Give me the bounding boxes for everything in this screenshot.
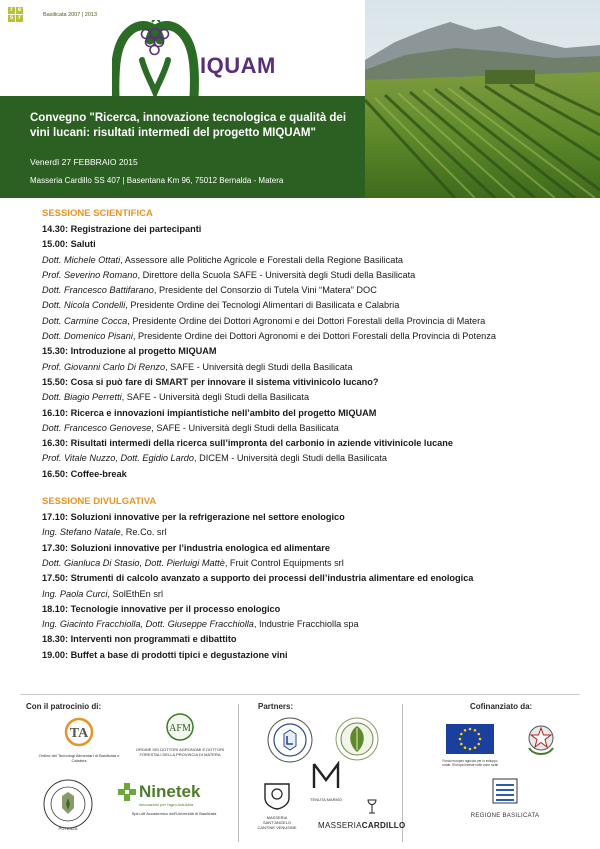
- patronage-label: Con il patrocinio di:: [26, 702, 102, 711]
- rsr-logo-mark: [8, 7, 39, 22]
- speaker-names: Ing. Paola Curci: [42, 588, 108, 599]
- header: [0, 0, 600, 198]
- speaker-line: [42, 268, 562, 283]
- sma-caption: MASSERIA SANT'ANGELO CANTINE VENUSINE: [257, 815, 297, 830]
- university-seal-icon: [266, 716, 314, 764]
- schedule-item: [42, 541, 562, 556]
- schedule-time-title: 17.50: Strumenti di calcolo avanzato a supporto dei processi dell’industria alimentare ed enologica: [42, 573, 474, 584]
- ta-logo-letters: TA: [69, 726, 89, 741]
- ninetek-logo: [118, 782, 230, 816]
- speaker-line: [42, 390, 562, 405]
- event-location: Masseria Cardillo SS 407 | Basentana Km 96, 75012 Bernalda - Matera: [30, 176, 284, 185]
- schedule-item: [42, 406, 562, 421]
- rsr-letter: e: [17, 7, 22, 13]
- schedule-time-title: 18.10: Tecnologie innovative per il processo enologico: [42, 603, 281, 614]
- speaker-line: [42, 451, 562, 466]
- speaker-line: [42, 253, 562, 268]
- vineyard-photo: [365, 0, 600, 198]
- ordine-potenza-seal: [40, 778, 96, 831]
- schedule-time-title: 18.30: Interventi non programmati e dibattito: [42, 634, 237, 645]
- scientific-session-title: SESSIONE SCIENTIFICA: [42, 208, 153, 219]
- ninetek-name: Ninetek: [139, 782, 201, 801]
- speaker-names: Ing. Stefano Natale: [42, 527, 121, 538]
- crest-icon: [255, 780, 299, 810]
- leaf-icon: [334, 716, 380, 762]
- schedule-time-title: 19.00: Buffet a base di prodotti tipici e degustazione vini: [42, 649, 288, 660]
- schedule-item: [42, 436, 562, 451]
- speaker-affiliation: , Presidente Ordine dei Dottori Agronomi e dei Dottori Forestali della Provincia di Potenza: [132, 331, 496, 342]
- speaker-names: Prof. Giovanni Carlo Di Renzo: [42, 361, 166, 372]
- eu-caption: Fondo europeo agricolo per lo sviluppo rurale: l'Europa investe nelle zone rurali: [442, 759, 498, 767]
- ta-logo-icon: [34, 716, 124, 748]
- schedule-item: [42, 467, 562, 482]
- wine-glass-icon: [318, 798, 398, 816]
- speaker-line: [42, 298, 562, 313]
- afm-logo-icon: [135, 712, 225, 742]
- speaker-names: Dott. Carmine Cocca: [42, 315, 128, 326]
- header-left-panel: [0, 0, 365, 198]
- schedule-time-title: 15.30: Introduzione al progetto MIQUAM: [42, 346, 217, 357]
- schedule-item: [42, 648, 562, 663]
- speaker-affiliation: , Assessore alle Politiche Agricole e Forestali della Regione Basilicata: [120, 254, 404, 265]
- speaker-line: [42, 617, 562, 632]
- speaker-names: Ing. Giacinto Fracchiolla, Dott. Giuseppe Fracchiolla: [42, 619, 254, 630]
- republic-emblem-icon: [524, 720, 558, 760]
- session-spacer: [42, 482, 562, 494]
- speaker-line: [42, 525, 562, 540]
- schedule-time-title: 16.10: Ricerca e innovazioni impiantistiche nell’ambito del progetto MIQUAM: [42, 407, 377, 418]
- schedule-time-title: 16.50: Coffee-break: [42, 468, 127, 479]
- speaker-affiliation: , Presidente Ordine dei Tecnologi Alimentari di Basilicata e Calabria: [125, 300, 400, 311]
- speaker-names: Prof. Vitale Nuzzo, Dott. Egidio Lardo: [42, 453, 195, 464]
- cardillo-word: CARDILLO: [361, 821, 406, 830]
- rsr-letter: s: [9, 15, 14, 21]
- masseria-cardillo-logo: [318, 798, 406, 830]
- schedule-time-title: 14.30: Registrazione dei partecipanti: [42, 224, 202, 234]
- miquam-logo-title: IQUAM: [200, 53, 276, 78]
- speaker-line: [42, 283, 562, 298]
- rsr-cell: [24, 15, 31, 22]
- rsr-basilicata-logo: [8, 7, 97, 22]
- marmo-mark-icon: [308, 760, 344, 792]
- masseria-word: MASSERIA: [318, 821, 362, 830]
- unibas-logo: [266, 716, 314, 769]
- scientific-session-list: [42, 222, 562, 482]
- speaker-affiliation: , Re.Co. srl: [120, 527, 167, 538]
- speaker-affiliation: , SAFE - Università degli Studi della Basilicata: [165, 361, 353, 372]
- masseria-sant-angelo-logo: [255, 780, 299, 830]
- schedule-time-title: 16.30: Risultati intermedi della ricerca sull’impronta del carbonio in aziende vitivinicole lucane: [42, 438, 454, 449]
- speaker-affiliation: , Presidente del Consorzio di Tutela Vini “Matera” DOC: [153, 285, 377, 296]
- footer-separator: [238, 704, 239, 842]
- masseria-cardillo-name: [318, 821, 406, 830]
- ninetek-mark: [118, 782, 230, 802]
- schedule-item: [42, 632, 562, 647]
- rsr-cell: [24, 7, 31, 14]
- speaker-line: [42, 556, 562, 571]
- speaker-affiliation: , SAFE - Università degli Studi della Basilicata: [151, 422, 339, 433]
- divulgative-session-list: [42, 510, 562, 663]
- partners-label: Partners:: [258, 702, 294, 711]
- speaker-names: Dott. Francesco Genovese: [42, 422, 152, 433]
- speaker-line: [42, 360, 562, 375]
- speaker-affiliation: , SolEthEn srl: [107, 588, 164, 599]
- speaker-names: Dott. Domenico Pisani: [42, 331, 133, 342]
- rsr-letter: r: [16, 15, 23, 22]
- eu-flag-icon: [440, 724, 500, 754]
- schedule-item: [42, 344, 562, 359]
- marmo-caption: TENUTA MARMO: [310, 797, 342, 802]
- schedule-time-title: 15.00: Saluti: [42, 239, 96, 250]
- schedule-item: [42, 222, 562, 237]
- speaker-names: Dott. Biagio Perretti: [42, 392, 122, 403]
- event-date: Venerdì 27 FEBBRAIO 2015: [30, 157, 138, 167]
- rsr-cell: [32, 15, 39, 22]
- speaker-names: Prof. Severino Romano: [42, 269, 138, 280]
- rsr-letter: r: [8, 7, 15, 14]
- seal-icon: [40, 778, 96, 830]
- tecnologi-alimentari-logo: [34, 716, 124, 763]
- ninetek-cross-icon: [118, 783, 136, 801]
- schedule-item: [42, 602, 562, 617]
- afm-logo: [135, 712, 225, 757]
- speaker-affiliation: , Industrie Fracchiolla spa: [253, 619, 359, 630]
- speaker-names: Dott. Michele Ottati: [42, 254, 121, 265]
- regione-basilicata-logo: [466, 778, 544, 819]
- ta-caption: Ordine dei Tecnologi Alimentari di Basilicata e Calabria: [38, 753, 120, 763]
- speaker-names: Dott. Nicola Condelli: [42, 300, 126, 311]
- schedule-item: [42, 571, 562, 586]
- speaker-line: [42, 421, 562, 436]
- speaker-line: [42, 314, 562, 329]
- schedule-time-title: 17.30: Soluzioni innovative per l’industria enologica ed alimentare: [42, 542, 330, 553]
- schedule-item: [42, 510, 562, 525]
- afm-logo-letters: AFM: [169, 723, 191, 734]
- speaker-line: [42, 587, 562, 602]
- speaker-names: Dott. Francesco Battifarano: [42, 285, 154, 296]
- footer-divider: [20, 694, 580, 695]
- ninetek-caption: Spin-off Accademico dell'Università di Basilicata: [131, 811, 217, 816]
- speaker-names: Dott. Gianluca Di Stasio, Dott. Pierluigi Mattè: [42, 557, 225, 568]
- potenza-caption: POTENZA: [58, 826, 78, 831]
- speaker-affiliation: , DICEM - Università degli Studi della Basilicata: [194, 453, 388, 464]
- schedule-item: [42, 375, 562, 390]
- ninetek-tagline: innovazioni per l'agro-industria: [139, 802, 194, 807]
- tenuta-marmo-logo: [308, 760, 344, 802]
- rsr-caption: Basilicata 2007 | 2013: [43, 11, 98, 18]
- eu-feasr-logo: [440, 724, 500, 767]
- schedule-item: [42, 237, 562, 252]
- speaker-line: [42, 329, 562, 344]
- afm-caption: ORDINE DEI DOTTORI AGRONOMI E DOTTORI FORESTALI DELLA PROVINCIA DI MATERA: [135, 747, 225, 757]
- event-title: Convegno "Ricerca, innovazione tecnologica e qualità dei vini lucani: risultati intermedi del progetto MIQUAM": [30, 112, 347, 139]
- program: [42, 206, 562, 663]
- divulgative-session-title: SESSIONE DIVULGATIVA: [42, 496, 157, 508]
- speaker-affiliation: , Fruit Control Equipments srl: [224, 557, 344, 568]
- italian-republic-emblem: [524, 720, 558, 765]
- speaker-affiliation: , Presidente Ordine dei Dottori Agronomi e dei Dottori Forestali della Provincia di Matera: [127, 315, 486, 326]
- schedule-time-title: 15.50: Cosa si può fare di SMART per innovare il sistema vitivinicolo lucano?: [42, 376, 379, 387]
- speaker-affiliation: , Direttore della Scuola SAFE - Università degli Studi della Basilicata: [137, 269, 416, 280]
- schedule-time-title: 17.10: Soluzioni innovative per la refrigerazione nel settore enologico: [42, 512, 345, 523]
- rsr-cell: [32, 7, 39, 14]
- regione-crest-icon: [466, 778, 544, 804]
- regione-name: REGIONE BASILICATA: [470, 813, 540, 819]
- speaker-affiliation: , SAFE - Università degli Studi della Basilicata: [121, 392, 310, 403]
- cofinance-label: Cofinanziato da:: [470, 702, 533, 711]
